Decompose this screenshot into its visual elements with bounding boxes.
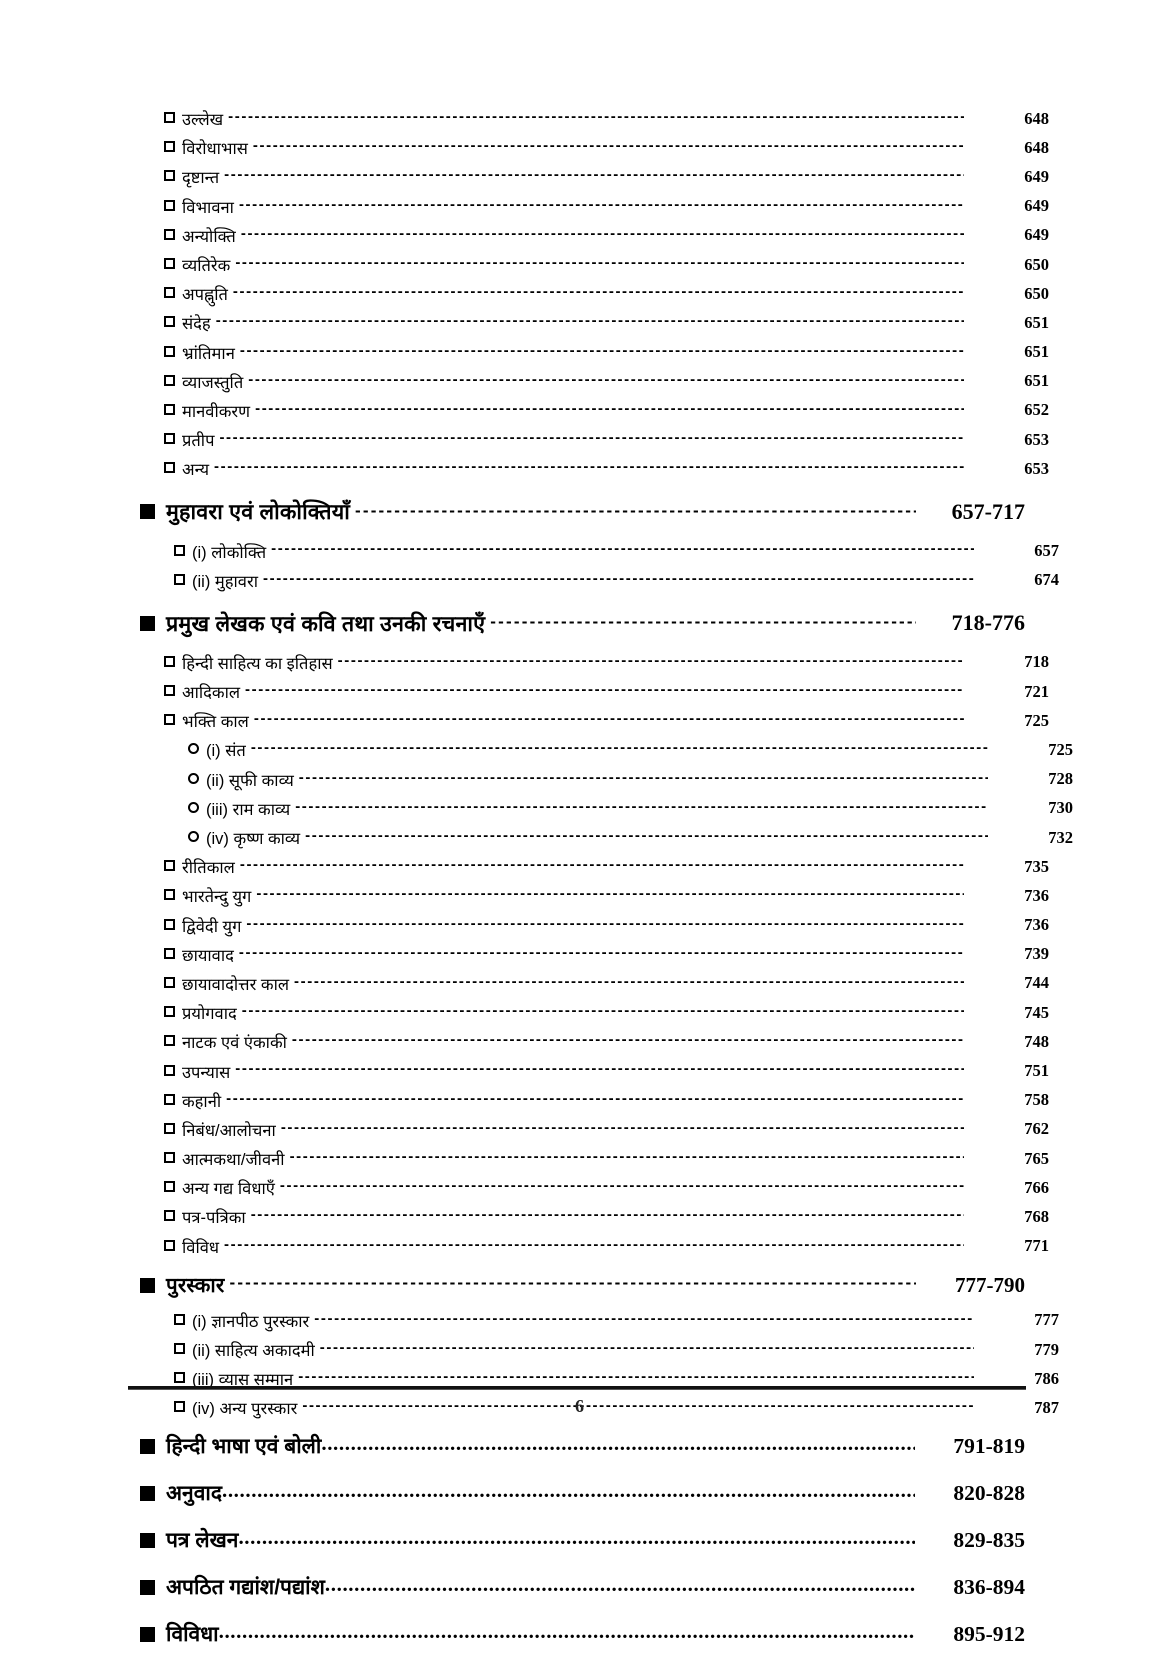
toc-entry-label: अन्य bbox=[182, 461, 210, 480]
toc-entry-label: हिन्दी साहित्य का इतिहास bbox=[182, 654, 333, 673]
toc-entry[interactable] bbox=[164, 1232, 1049, 1261]
toc-entry[interactable] bbox=[140, 1564, 1025, 1611]
toc-entry-page-number: 718-776 bbox=[951, 610, 1025, 636]
filled-square-bullet-icon bbox=[140, 504, 155, 519]
hollow-square-bullet-icon bbox=[164, 462, 175, 473]
footer-divider bbox=[128, 1386, 1026, 1390]
toc-entry-page-number: 820-828 bbox=[953, 1480, 1025, 1505]
table-of-contents-list bbox=[140, 104, 1073, 1658]
toc-entry-label: आत्मकथा/जीवनी bbox=[182, 1151, 285, 1170]
toc-entry-label: भारतेन्दु युग bbox=[182, 888, 252, 907]
toc-leader-dots bbox=[281, 1121, 964, 1138]
toc-leader-dots bbox=[219, 431, 964, 448]
toc-leader-dots bbox=[251, 1209, 964, 1226]
toc-entry-label: छायावाद bbox=[182, 946, 234, 965]
hollow-square-bullet-icon bbox=[174, 1372, 185, 1383]
toc-entry[interactable] bbox=[174, 1306, 1059, 1335]
toc-entry[interactable] bbox=[164, 162, 1049, 191]
toc-entry-label: अन्योक्ति bbox=[182, 227, 236, 246]
toc-entry[interactable] bbox=[164, 221, 1049, 250]
toc-entry-label: विरोधाभास bbox=[182, 140, 248, 159]
toc-leader-dots bbox=[240, 858, 964, 875]
toc-leader-dots bbox=[222, 1483, 915, 1504]
toc-entry[interactable] bbox=[140, 601, 1025, 646]
toc-entry-label: पुरस्कार bbox=[166, 1274, 225, 1298]
toc-leader-dots bbox=[226, 1092, 964, 1109]
toc-leader-dots bbox=[233, 285, 964, 302]
toc-entry-page-number: 725 bbox=[1048, 739, 1073, 759]
toc-entry-page-number: 728 bbox=[1048, 769, 1073, 789]
toc-entry-page-number: 777 bbox=[1034, 1310, 1059, 1330]
toc-entry-label: उपन्यास bbox=[182, 1063, 231, 1082]
toc-leader-dots bbox=[338, 654, 964, 671]
toc-entry-label: संदेह bbox=[182, 315, 211, 334]
toc-entry[interactable] bbox=[164, 1115, 1049, 1144]
toc-leader-dots bbox=[238, 1530, 915, 1551]
hollow-square-bullet-icon bbox=[164, 656, 175, 667]
toc-entry-page-number: 649 bbox=[1024, 166, 1049, 186]
toc-entry-page-number: 745 bbox=[1024, 1002, 1049, 1022]
toc-leader-dots bbox=[219, 1624, 915, 1645]
toc-entry[interactable] bbox=[140, 1611, 1025, 1658]
toc-entry-page-number: 751 bbox=[1024, 1061, 1049, 1081]
toc-entry-page-number: 829-835 bbox=[953, 1527, 1025, 1552]
filled-square-bullet-icon bbox=[140, 1533, 155, 1548]
toc-entry[interactable] bbox=[188, 735, 1073, 764]
toc-entry-label: विभावना bbox=[182, 198, 234, 217]
toc-entry-label: निबंध/आलोचना bbox=[182, 1121, 276, 1140]
toc-leader-dots bbox=[314, 1312, 974, 1329]
toc-entry-label: (iv) अन्य पुरस्कार bbox=[192, 1400, 298, 1419]
toc-entry-label: कहानी bbox=[182, 1092, 222, 1111]
toc-entry-page-number: 649 bbox=[1024, 196, 1049, 216]
hollow-square-bullet-icon bbox=[164, 404, 175, 415]
toc-entry[interactable] bbox=[164, 250, 1049, 279]
toc-leader-dots bbox=[235, 1063, 964, 1080]
hollow-square-bullet-icon bbox=[164, 287, 175, 298]
toc-entry[interactable] bbox=[140, 489, 1025, 534]
hollow-square-bullet-icon bbox=[164, 919, 175, 930]
toc-entry-page-number: 748 bbox=[1024, 1031, 1049, 1051]
toc-entry-page-number: 765 bbox=[1024, 1148, 1049, 1168]
toc-leader-dots bbox=[224, 1238, 964, 1255]
toc-leader-dots bbox=[245, 683, 964, 700]
toc-leader-dots bbox=[239, 946, 964, 963]
toc-entry-label: (iii) राम काव्य bbox=[206, 800, 291, 819]
toc-leader-dots bbox=[239, 198, 964, 215]
toc-entry-label: (iv) कृष्ण काव्य bbox=[206, 830, 301, 849]
toc-leader-dots bbox=[241, 227, 964, 244]
toc-entry-label: दृष्टान्त bbox=[182, 169, 220, 188]
toc-entry-page-number: 758 bbox=[1024, 1090, 1049, 1110]
hollow-square-bullet-icon bbox=[164, 1152, 175, 1163]
toc-entry-page-number: 650 bbox=[1024, 283, 1049, 303]
toc-entry-page-number: 736 bbox=[1024, 885, 1049, 905]
toc-entry-label: विविध bbox=[182, 1238, 220, 1257]
hollow-square-bullet-icon bbox=[174, 574, 185, 585]
hollow-square-bullet-icon bbox=[164, 258, 175, 269]
toc-entry[interactable] bbox=[188, 794, 1073, 823]
toc-leader-dots bbox=[256, 888, 964, 905]
hollow-circle-bullet-icon bbox=[188, 743, 199, 754]
hollow-square-bullet-icon bbox=[174, 545, 185, 556]
hollow-square-bullet-icon bbox=[164, 714, 175, 725]
toc-entry[interactable] bbox=[164, 1086, 1049, 1115]
toc-entry-label: मानवीकरण bbox=[182, 402, 251, 421]
toc-leader-dots bbox=[228, 110, 964, 127]
toc-entry-page-number: 736 bbox=[1024, 915, 1049, 935]
toc-entry[interactable] bbox=[164, 1173, 1049, 1202]
toc-entry[interactable] bbox=[164, 969, 1049, 998]
toc-entry-label: प्रतीप bbox=[182, 432, 215, 451]
toc-entry-label: (i) लोकोक्ति bbox=[192, 543, 267, 562]
toc-entry-label: (ii) सूफी काव्य bbox=[206, 771, 294, 790]
toc-leader-dots bbox=[290, 1150, 964, 1167]
toc-entry[interactable] bbox=[164, 852, 1049, 881]
toc-entry[interactable] bbox=[164, 133, 1049, 162]
toc-entry-label: विविधा bbox=[166, 1623, 219, 1646]
toc-leader-dots bbox=[242, 1004, 964, 1021]
toc-entry-page-number: 648 bbox=[1024, 108, 1049, 128]
toc-leader-dots bbox=[224, 169, 964, 186]
toc-entry[interactable] bbox=[164, 367, 1049, 396]
hollow-square-bullet-icon bbox=[164, 229, 175, 240]
toc-leader-dots bbox=[235, 256, 964, 273]
toc-entry-label: आदिकाल bbox=[182, 684, 241, 703]
toc-entry-label: (i) ज्ञानपीठ पुरस्कार bbox=[192, 1312, 310, 1331]
toc-leader-dots bbox=[255, 402, 964, 419]
toc-entry[interactable] bbox=[164, 998, 1049, 1027]
toc-entry-label: अनुवाद bbox=[166, 1482, 222, 1505]
toc-entry-page-number: 777-790 bbox=[955, 1272, 1025, 1297]
toc-entry[interactable] bbox=[164, 279, 1049, 308]
toc-entry-page-number: 725 bbox=[1024, 710, 1049, 730]
toc-entry-label: प्रयोगवाद bbox=[182, 1005, 237, 1024]
toc-entry-label: पत्र-पत्रिका bbox=[182, 1209, 246, 1228]
toc-entry[interactable] bbox=[164, 1027, 1049, 1056]
hollow-square-bullet-icon bbox=[164, 170, 175, 181]
toc-entry[interactable] bbox=[164, 338, 1049, 367]
hollow-square-bullet-icon bbox=[164, 948, 175, 959]
hollow-circle-bullet-icon bbox=[188, 831, 199, 842]
toc-entry-label: भक्ति काल bbox=[182, 713, 249, 732]
toc-entry-page-number: 721 bbox=[1024, 681, 1049, 701]
hollow-square-bullet-icon bbox=[164, 1006, 175, 1017]
toc-entry-page-number: 787 bbox=[1034, 1397, 1059, 1417]
toc-entry-page-number: 651 bbox=[1024, 342, 1049, 362]
toc-entry-label: नाटक एवं एंकाकी bbox=[182, 1034, 287, 1053]
toc-entry[interactable] bbox=[164, 677, 1049, 706]
toc-entry-label: (ii) साहित्य अकादमी bbox=[192, 1342, 315, 1361]
toc-entry-page-number: 766 bbox=[1024, 1177, 1049, 1197]
toc-entry[interactable] bbox=[164, 308, 1049, 337]
hollow-square-bullet-icon bbox=[174, 1343, 185, 1354]
hollow-square-bullet-icon bbox=[164, 1094, 175, 1105]
toc-leader-dots bbox=[295, 800, 988, 817]
toc-entry[interactable] bbox=[164, 1056, 1049, 1085]
toc-entry-page-number: 836-894 bbox=[953, 1574, 1025, 1599]
toc-entry-page-number: 651 bbox=[1024, 312, 1049, 332]
toc-entry-page-number: 732 bbox=[1048, 827, 1073, 847]
toc-entry-label: (i) संत bbox=[206, 742, 246, 761]
toc-entry-page-number: 657-717 bbox=[951, 498, 1025, 524]
toc-entry-page-number: 779 bbox=[1034, 1339, 1059, 1359]
toc-entry-label: छायावादोत्तर काल bbox=[182, 975, 290, 994]
toc-entry[interactable] bbox=[164, 425, 1049, 454]
toc-leader-dots bbox=[214, 461, 964, 478]
hollow-square-bullet-icon bbox=[164, 1035, 175, 1046]
toc-entry-label: रीतिकाल bbox=[182, 859, 235, 878]
toc-entry-page-number: 786 bbox=[1034, 1368, 1059, 1388]
page-number-folio: 6 bbox=[575, 1396, 584, 1416]
toc-entry[interactable] bbox=[164, 648, 1049, 677]
toc-entry[interactable] bbox=[140, 1470, 1025, 1517]
filled-square-bullet-icon bbox=[140, 1278, 155, 1293]
toc-entry-page-number: 735 bbox=[1024, 856, 1049, 876]
toc-entry[interactable] bbox=[140, 1267, 1025, 1304]
hollow-square-bullet-icon bbox=[164, 1181, 175, 1192]
hollow-square-bullet-icon bbox=[164, 977, 175, 988]
toc-leader-dots bbox=[251, 742, 988, 759]
toc-entry-label: (iii) व्यास सम्मान bbox=[192, 1371, 294, 1390]
toc-entry[interactable] bbox=[174, 1335, 1059, 1364]
toc-entry[interactable] bbox=[188, 765, 1073, 794]
toc-entry[interactable] bbox=[164, 1202, 1049, 1231]
toc-entry[interactable] bbox=[164, 104, 1049, 133]
toc-leader-dots bbox=[294, 975, 964, 992]
toc-leader-dots bbox=[253, 140, 964, 157]
toc-entry-page-number: 653 bbox=[1024, 429, 1049, 449]
toc-leader-dots bbox=[229, 1275, 916, 1296]
toc-leader-dots bbox=[490, 613, 916, 635]
toc-leader-dots bbox=[298, 1370, 974, 1387]
filled-square-bullet-icon bbox=[140, 1439, 155, 1454]
toc-entry[interactable] bbox=[164, 940, 1049, 969]
toc-entry-page-number: 648 bbox=[1024, 137, 1049, 157]
hollow-square-bullet-icon bbox=[164, 200, 175, 211]
toc-entry-label: द्विवेदी युग bbox=[182, 917, 242, 936]
toc-entry-page-number: 771 bbox=[1024, 1236, 1049, 1256]
filled-square-bullet-icon bbox=[140, 1627, 155, 1642]
toc-entry-page-number: 649 bbox=[1024, 225, 1049, 245]
toc-leader-dots bbox=[271, 543, 974, 560]
toc-entry[interactable] bbox=[164, 706, 1049, 735]
toc-entry-page-number: 718 bbox=[1024, 652, 1049, 672]
toc-leader-dots bbox=[321, 1436, 915, 1457]
toc-leader-dots bbox=[248, 373, 964, 390]
toc-entry-label: भ्रांतिमान bbox=[182, 344, 235, 363]
toc-entry-page-number: 762 bbox=[1024, 1119, 1049, 1139]
hollow-square-bullet-icon bbox=[164, 1123, 175, 1134]
toc-entry-page-number: 674 bbox=[1034, 570, 1059, 590]
toc-leader-dots bbox=[240, 344, 964, 361]
toc-leader-dots bbox=[292, 1034, 964, 1051]
toc-entry[interactable] bbox=[164, 911, 1049, 940]
hollow-square-bullet-icon bbox=[164, 433, 175, 444]
filled-square-bullet-icon bbox=[140, 1486, 155, 1501]
toc-entry-page-number: 895-912 bbox=[953, 1621, 1025, 1646]
toc-entry[interactable] bbox=[164, 396, 1049, 425]
toc-entry-page-number: 653 bbox=[1024, 458, 1049, 478]
hollow-square-bullet-icon bbox=[164, 1210, 175, 1221]
toc-entry-label: प्रमुख लेखक एवं कवि तथा उनकी रचनाएँ bbox=[166, 611, 486, 636]
hollow-circle-bullet-icon bbox=[188, 802, 199, 813]
hollow-square-bullet-icon bbox=[164, 141, 175, 152]
filled-square-bullet-icon bbox=[140, 1580, 155, 1595]
toc-entry-page-number: 744 bbox=[1024, 973, 1049, 993]
hollow-square-bullet-icon bbox=[164, 685, 175, 696]
hollow-square-bullet-icon bbox=[164, 346, 175, 357]
toc-entry[interactable] bbox=[140, 1423, 1025, 1470]
hollow-square-bullet-icon bbox=[164, 316, 175, 327]
toc-leader-dots bbox=[305, 829, 988, 846]
toc-entry[interactable] bbox=[164, 881, 1049, 910]
toc-entry-page-number: 730 bbox=[1048, 798, 1073, 818]
toc-entry[interactable] bbox=[174, 566, 1059, 595]
hollow-square-bullet-icon bbox=[164, 1240, 175, 1251]
toc-entry-label: अपठित गद्यांश/पद्यांश bbox=[166, 1576, 325, 1599]
toc-leader-dots bbox=[216, 315, 964, 332]
toc-entry-label: उल्लेख bbox=[182, 111, 224, 130]
hollow-square-bullet-icon bbox=[164, 889, 175, 900]
toc-leader-dots bbox=[254, 713, 964, 730]
toc-entry[interactable] bbox=[164, 454, 1049, 483]
toc-entry-label: अपह्नुति bbox=[182, 286, 228, 305]
hollow-square-bullet-icon bbox=[164, 1065, 175, 1076]
toc-entry-page-number: 652 bbox=[1024, 400, 1049, 420]
hollow-square-bullet-icon bbox=[174, 1314, 185, 1325]
hollow-square-bullet-icon bbox=[164, 112, 175, 123]
hollow-circle-bullet-icon bbox=[188, 773, 199, 784]
toc-leader-dots bbox=[246, 917, 964, 934]
toc-entry-page-number: 791-819 bbox=[953, 1433, 1025, 1458]
toc-entry-label: अन्य गद्य विधाएँ bbox=[182, 1180, 275, 1199]
toc-entry-label: व्यतिरेक bbox=[182, 257, 231, 276]
toc-entry-label: हिन्दी भाषा एवं बोली bbox=[166, 1435, 322, 1458]
toc-entry[interactable] bbox=[164, 1144, 1049, 1173]
toc-entry[interactable] bbox=[164, 192, 1049, 221]
toc-entry-page-number: 657 bbox=[1034, 541, 1059, 561]
toc-leader-dots bbox=[325, 1577, 915, 1598]
toc-leader-dots bbox=[263, 572, 974, 589]
toc-leader-dots bbox=[280, 1180, 964, 1197]
filled-square-bullet-icon bbox=[140, 616, 155, 631]
toc-entry-page-number: 650 bbox=[1024, 254, 1049, 274]
toc-entry-page-number: 739 bbox=[1024, 944, 1049, 964]
toc-entry-page-number: 768 bbox=[1024, 1206, 1049, 1226]
toc-leader-dots bbox=[299, 771, 988, 788]
toc-entry-page-number: 651 bbox=[1024, 371, 1049, 391]
toc-entry-label: व्याजस्तुति bbox=[182, 373, 244, 392]
toc-entry-label: मुहावरा एवं लोकोक्तियाँ bbox=[166, 500, 350, 525]
toc-entry[interactable] bbox=[140, 1517, 1025, 1564]
toc-entry-label: (ii) मुहावरा bbox=[192, 572, 259, 591]
hollow-square-bullet-icon bbox=[164, 375, 175, 386]
toc-leader-dots bbox=[355, 501, 916, 523]
toc-leader-dots bbox=[320, 1341, 974, 1358]
toc-entry[interactable] bbox=[188, 823, 1073, 852]
hollow-square-bullet-icon bbox=[164, 860, 175, 871]
toc-entry-label: पत्र लेखन bbox=[166, 1529, 239, 1552]
toc-entry[interactable] bbox=[174, 536, 1059, 565]
